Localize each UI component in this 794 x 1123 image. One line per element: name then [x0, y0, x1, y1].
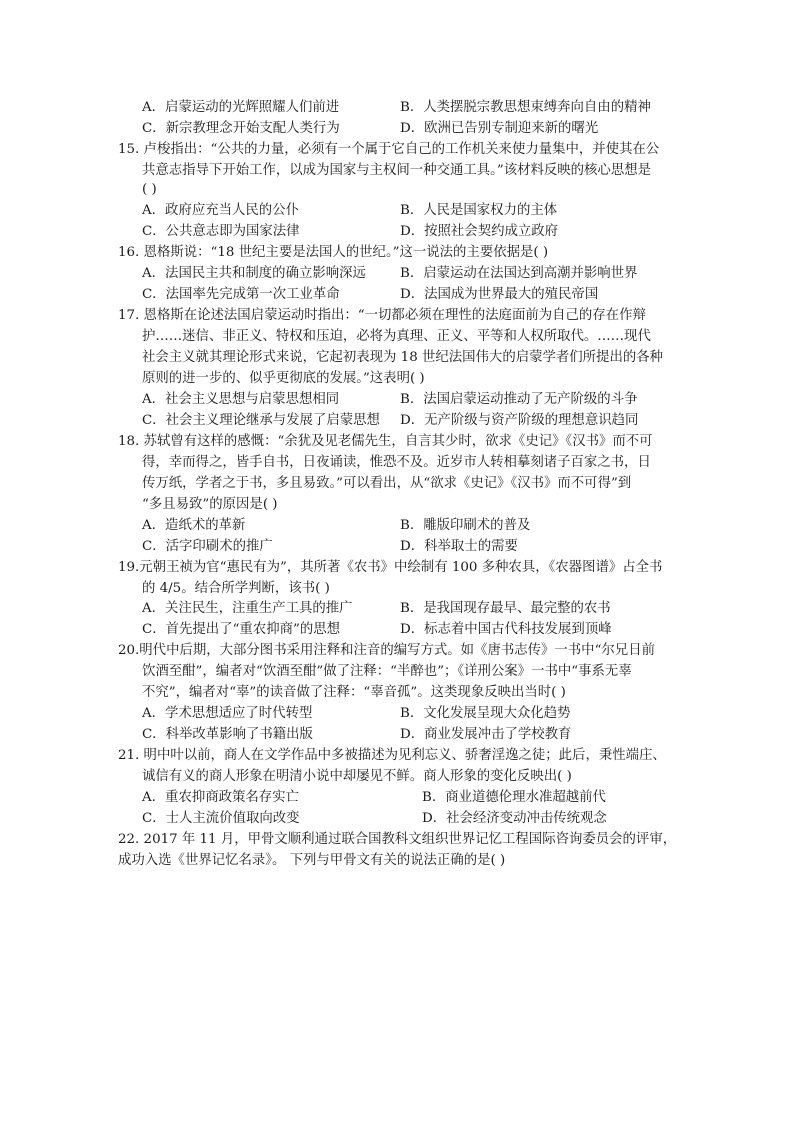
- q20-option-d[interactable]: D．商业发展冲击了学校教育: [400, 727, 572, 742]
- q21-stem-line2: 诚信有义的商人形象在明清小说中却屡见不鲜。商人形象的变化反映出( ): [142, 769, 572, 784]
- q19-stem-line1: 19.元朝王祯为官“惠民有为”，其所著《农书》中绘制有 100 多种农具，《农器图谱》占全书: [118, 560, 663, 575]
- q21-option-b[interactable]: B．商业道德伦理水准超越前代: [422, 790, 606, 805]
- q19-option-a[interactable]: A．关注民生，注重生产工具的推广: [142, 601, 353, 616]
- q19-option-b[interactable]: B．是我国现存最早、最完整的农书: [400, 601, 611, 616]
- q17-option-c[interactable]: C．社会主义理论继承与发展了启蒙思想: [142, 413, 380, 428]
- q22-stem-line1: 22. 2017 年 11 月，甲骨文顺利通过联合国教科文组织世界记忆工程国际咨询委员会的评审，: [118, 832, 677, 847]
- q16-option-d[interactable]: D．法国成为世界最大的殖民帝国: [400, 287, 599, 302]
- q20-stem-line1: 20.明代中后期，大部分图书采用注释和注音的编写方式。如《唐书志传》一书中“尔兄日前: [118, 643, 655, 658]
- q20-option-a[interactable]: A．学术思想适应了时代转型: [142, 706, 313, 721]
- q14-option-a[interactable]: A．启蒙运动的光辉照耀人们前进: [142, 100, 340, 115]
- q21-option-d[interactable]: D．社会经济变动冲击传统观念: [422, 811, 607, 826]
- q19-stem-line2: 的 4/5。结合所学判断，该书( ): [142, 581, 330, 596]
- q18-stem-line1: 18. 苏轼曾有这样的感慨：“余犹及见老儒先生，自言其少时，欲求《史记》《汉书》而不可: [118, 434, 653, 449]
- q17-option-d[interactable]: D．无产阶级与资产阶级的理想意识趋同: [400, 413, 639, 428]
- q20-stem-line2: 饮酒至酣”，编者对“饮酒至酣”做了注释：“半醉也”；《详刑公案》一书中“事系无辜: [142, 664, 632, 679]
- q18-stem-line3: 传万纸，学者之于书，多且易致。”可以看出，从“欲求《史记》《汉书》而不可得”到: [142, 476, 632, 491]
- q15-option-c[interactable]: C．公共意志即为国家法律: [142, 224, 300, 239]
- q17-option-a[interactable]: A．社会主义思想与启蒙思想相同: [142, 392, 340, 407]
- q14-option-d[interactable]: D．欧洲已告别专制迎来新的曙光: [400, 121, 599, 136]
- q18-option-b[interactable]: B．雕版印刷术的普及: [400, 518, 531, 533]
- q16-option-c[interactable]: C．法国率先完成第一次工业革命: [142, 287, 340, 302]
- q18-stem-line4: “多且易致”的原因是( ): [142, 497, 278, 512]
- q20-option-b[interactable]: B．文化发展呈现大众化趋势: [400, 706, 571, 721]
- q20-option-c[interactable]: C．科举改革影响了书籍出版: [142, 727, 313, 742]
- q16-option-a[interactable]: A．法国民主共和制度的确立影响深远: [142, 266, 366, 281]
- q14-option-c[interactable]: C．新宗教理念开始支配人类行为: [142, 121, 340, 136]
- q17-stem-line2: 护……迷信、非正义、特权和压迫，必将为真理、正义、平等和人权所取代。……现代: [142, 329, 651, 344]
- q16-option-b[interactable]: B．启蒙运动在法国达到高潮并影响世界: [400, 266, 638, 281]
- q17-stem-line4: 原则的进一步的、似乎更彻底的发展。”这表明( ): [142, 371, 425, 386]
- q15-stem-line2: 共意志指导下开始工作，以成为国家与主权间一种交通工具。”该材料反映的核心思想是: [142, 163, 651, 178]
- q18-option-a[interactable]: A．造纸术的革新: [142, 518, 246, 533]
- q19-option-c[interactable]: C．首先提出了“重农抑商”的思想: [142, 622, 341, 637]
- q17-stem-line1: 17. 恩格斯在论述法国启蒙运动时指出：“一切都必须在理性的法庭面前为自己的存在作辩: [118, 308, 646, 323]
- q15-option-b[interactable]: B．人民是国家权力的主体: [400, 203, 558, 218]
- q20-stem-line3: 不究”，编者对“辜”的读音做了注释：“辜音孤”。这类现象反映出当时( ): [142, 685, 566, 700]
- q14-option-b[interactable]: B．人类摆脱宗教思想束缚奔向自由的精神: [400, 100, 651, 115]
- q19-option-d[interactable]: D．标志着中国古代科技发展到顶峰: [400, 622, 612, 637]
- q18-option-d[interactable]: D．科举取士的需要: [400, 539, 518, 554]
- q16-stem-line1: 16. 恩格斯说：“18 世纪主要是法国人的世纪。”这一说法的主要依据是( ): [118, 245, 549, 260]
- q15-option-d[interactable]: D．按照社会契约成立政府: [400, 224, 559, 239]
- q15-stem-line3: ( ): [142, 182, 157, 197]
- q18-stem-line2: 得，幸而得之，皆手自书，日夜诵读，惟恐不及。近岁市人转相摹刻诸子百家之书，日: [142, 455, 651, 470]
- q17-option-b[interactable]: B．法国启蒙运动推动了无产阶级的斗争: [400, 392, 638, 407]
- q21-option-c[interactable]: C．士人主流价值取向改变: [142, 811, 300, 826]
- q21-option-a[interactable]: A．重农抑商政策名存实亡: [142, 790, 299, 805]
- q22-stem-line2: 成功入选《世界记忆名录》。 下列与甲骨文有关的说法正确的是( ): [118, 853, 506, 868]
- q18-option-c[interactable]: C．活字印刷术的推广: [142, 539, 273, 554]
- q17-stem-line3: 社会主义就其理论形式来说，它起初表现为 18 世纪法国伟大的启蒙学者们所提出的各种: [142, 350, 664, 365]
- q21-stem-line1: 21. 明中叶以前，商人在文学作品中多被描述为见利忘义、骄奢淫逸之徒；此后，秉性端庄、: [118, 748, 666, 763]
- q15-option-a[interactable]: A．政府应充当人民的公仆: [142, 203, 299, 218]
- q15-stem-line1: 15. 卢梭指出：“公共的力量，必须有一个属于它自己的工作机关来使力量集中，并使其在公: [118, 142, 660, 157]
